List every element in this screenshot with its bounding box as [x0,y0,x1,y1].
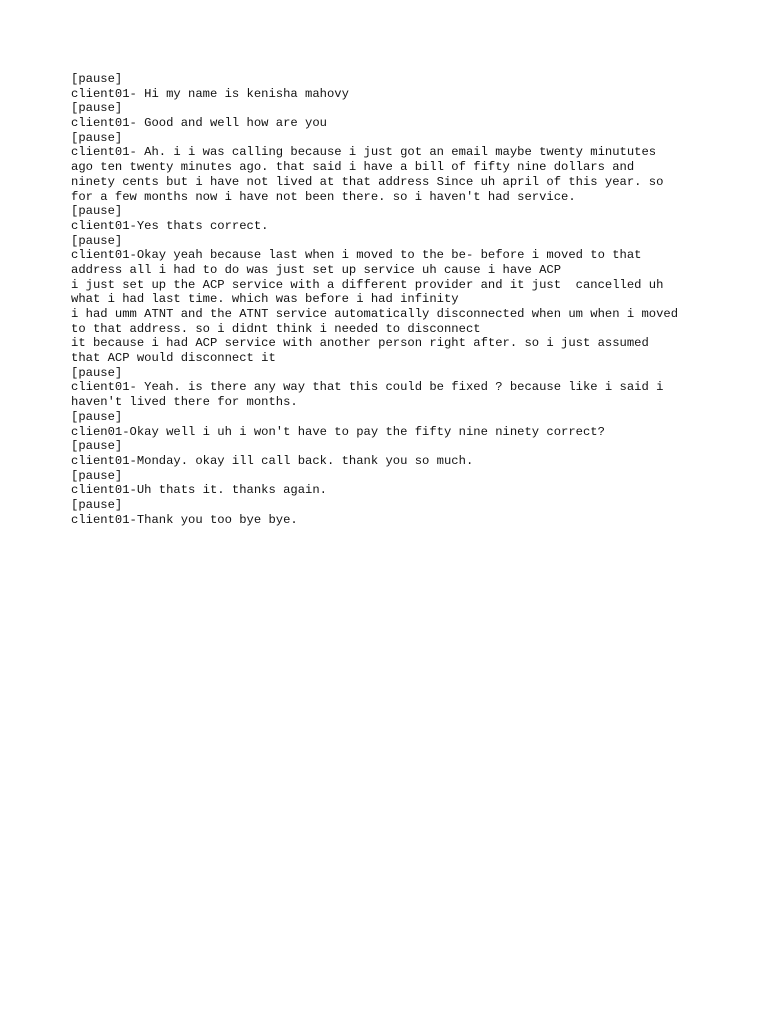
transcript-line: client01-Thank you too bye bye. [71,512,298,527]
transcript-line: i just set up the ACP service with a different provider and it just cancelled uh [71,277,664,292]
transcript-line: [pause] [71,409,123,424]
transcript-line: to that address. so i didnt think i needed to disconnect [71,321,481,336]
transcript-line: client01- Good and well how are you [71,116,327,131]
transcript-line: [pause] [71,233,123,248]
transcript-line: [pause] [71,468,123,483]
transcript-line: client01-Okay yeah because last when i moved to the be- before i moved to that [71,248,642,263]
transcript-line: [pause] [71,72,123,86]
transcript-line: i had umm ATNT and the ATNT service automatically disconnected when um when i moved [71,307,679,321]
transcript-line: address all i had to do was just set up service uh cause i have ACP [71,262,562,277]
transcript-line: what i had last time. which was before i had infinity [71,292,459,307]
transcript-line: [pause] [71,130,123,145]
transcript-line: clien01-Okay well i uh i won't have to pay the fifty nine ninety correct? [71,424,605,439]
transcript-line: ninety cents but i have not lived at that address Since uh april of this year. so [71,174,664,189]
transcript-line: [pause] [71,204,123,219]
transcript-line: client01- Ah. i i was calling because i just got an email maybe twenty minututes [71,145,657,160]
transcript-line: client01- Hi my name is kenisha mahovy [71,86,349,101]
transcript-line: that ACP would disconnect it [71,351,276,366]
transcript-line: [pause] [71,497,123,512]
transcript-line: client01-Uh thats it. thanks again. [71,483,327,498]
transcript-line: [pause] [71,439,123,454]
transcript-line: client01-Monday. okay ill call back. thank you so much. [71,453,474,468]
transcript-line: ago ten twenty minutes ago. that said i have a bill of fifty nine dollars and [71,160,635,175]
transcript-line: haven't lived there for months. [71,395,298,410]
transcript-line: client01-Yes thats correct. [71,218,269,233]
transcript-line: [pause] [71,101,123,116]
transcript-line: it because i had ACP service with another person right after. so i just assumed [71,336,649,351]
transcript-line: [pause] [71,365,123,380]
transcript-text [71,72,711,527]
transcript-line: for a few months now i have not been there. so i haven't had service. [71,189,576,204]
transcript-line: client01- Yeah. is there any way that this could be fixed ? because like i said i [71,380,664,395]
